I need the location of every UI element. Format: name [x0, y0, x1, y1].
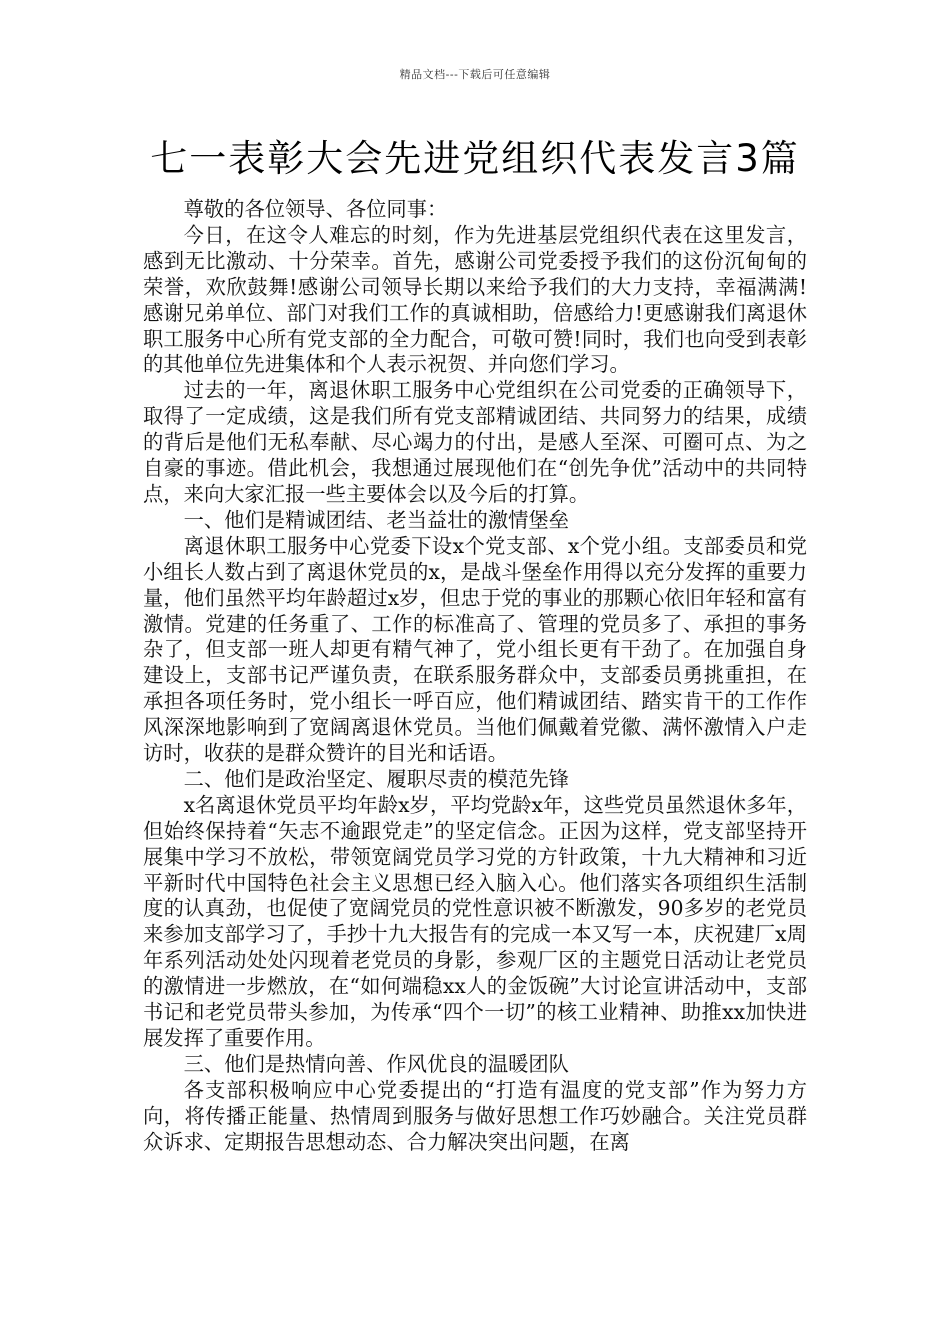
- page-header-note: 精品文档---下载后可任意编辑: [399, 68, 551, 81]
- paragraph-section-3: 各支部积极响应中心党委提出的“打造有温度的党支部”作为努力方向，将传播正能量、热情周到服务与做好思想工作巧妙融合。关注党员群众诉求、定期报告思想动态、合力解决突出问题，在离: [143, 1077, 807, 1154]
- paragraph-section-1: 离退休职工服务中心党委下设x个党支部、x个党小组。支部委员和党小组长人数占到了离退休党员的x，是战斗堡垒作用得以充分发挥的重要力量，他们虽然平均年龄超过x岁，但忠于党的事业的那颗心依旧年轻和富有激情。党建的任务重了、工作的标准高了、管理的党员多了、承担的事务杂了，但支部一班人却更有精气神了，党小组长更有干劲了。在加强自身建设上，支部书记严谨负责，在联系服务群众中，支部委员勇挑重担，在承担各项任务时，党小组长一呼百应，他们精诚团结、踏实肯干的工作作风深深地影响到了宽阔离退休党员。当他们佩戴着党徽、满怀激情入户走访时，收获的是群众赞许的目光和话语。: [143, 533, 807, 766]
- salutation: 尊敬的各位领导、各位同事：: [183, 197, 448, 221]
- document-body: [143, 197, 807, 1156]
- section-heading-2: 二、他们是政治坚定、履职尽责的模范先锋: [183, 766, 569, 791]
- document-title: 七一表彰大会先进党组织代表发言3篇: [150, 137, 800, 180]
- paragraph-review: 过去的一年，离退休职工服务中心党组织在公司党委的正确领导下，取得了一定成绩，这是我们所有党支部精诚团结、共同努力的结果，成绩的背后是他们无私奉献、尽心竭力的付出，是感人至深、可圈可点、为之自豪的事迹。借此机会，我想通过展现他们在“创先争优”活动中的共同特点，来向大家汇报一些主要体会以及今后的打算。: [143, 378, 807, 506]
- section-heading-1: 一、他们是精诚团结、老当益壮的激情堡垒: [183, 507, 569, 532]
- section-heading-3: 三、他们是热情向善、作风优良的温暖团队: [183, 1051, 569, 1076]
- paragraph-intro: 今日，在这令人难忘的时刻，作为先进基层党组织代表在这里发言，感到无比激动、十分荣幸。首先，感谢公司党委授予我们的这份沉甸甸的荣誉，欢欣鼓舞!感谢公司领导长期以来给予我们的大力支持，幸福满满!感谢兄弟单位、部门对我们工作的真诚相助，倍感给力!更感谢我们离退休职工服务中心所有党支部的全力配合，可敬可赞!同时，我们也向受到表彰的其他单位先进集体和个人表示祝贺、并向您们学习。: [143, 222, 807, 377]
- paragraph-section-2: x名离退休党员平均年龄x岁，平均党龄x年，这些党员虽然退休多年，但始终保持着“矢志不逾跟党走”的坚定信念。正因为这样，党支部坚持开展集中学习不放松，带领宽阔党员学习党的方针政策，十九大精神和习近平新时代中国特色社会主义思想已经入脑入心。他们落实各项组织生活制度的认真劲，也促使了宽阔党员的党性意识被不断激发，90多岁的老党员来参加支部学习了，手抄十九大报告有的完成一本又写一本，庆祝建厂x周年系列活动处处闪现着老党员的身影，参观厂区的主题党日活动让老党员的激情进一步燃放，在“如何端稳xx人的金饭碗”大讨论宣讲活动中，支部书记和老党员带头参加，为传承“四个一切”的核工业精神、助推xx加快进展发挥了重要作用。: [143, 792, 807, 1050]
